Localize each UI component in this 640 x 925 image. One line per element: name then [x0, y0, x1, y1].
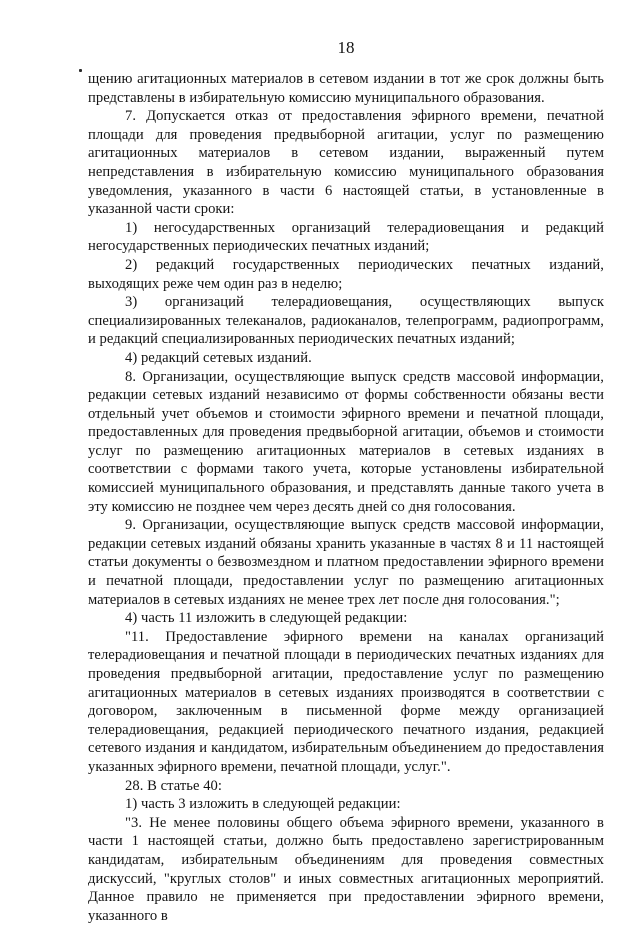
paragraph: 28. В статье 40: [125, 777, 223, 794]
paragraph: 9. Организации, осуществляющие выпуск средств массовой информации, редакции сетевых изданий обязаны хранить указанные в частях 8 и 11 настоящей статьи документы о безвозмездном и платном предоставлении эфирного времени и печатной площади, предоставлении услуг по размещению агитационных материалов в сетевых изданиях не менее трех лет после дня голосования."; [88, 517, 604, 608]
paragraph: 4) часть 11 изложить в следующей редакции: [125, 610, 408, 627]
document-body [88, 70, 604, 925]
paragraph: щению агитационных материалов в сетевом издании в тот же срок должны быть представлены в избирательную комиссию муниципального образования. [88, 71, 604, 106]
list-item: 1) негосударственных организаций телерадиовещания и редакций негосударственных периодических печатных изданий; [88, 219, 604, 255]
paragraph: "3. Не менее половины общего объема эфирного времени, указанного в части 1 настоящей статьи, должно быть предоставлено зарегистрированным кандидатам, избирательным объединениям для проведения совместных дискуссий, "круглых столов" и иных совместных агитационных мероприятий. Данное правило не применяется при предоставлении эфирного времени, указанного в [88, 814, 604, 924]
list-item: 3) организаций телерадиовещания, осуществляющих выпуск специализированных телеканалов, радиоканалов, телепрограмм, радиопрограмм, и редакций специализированных периодических печатных изданий; [88, 294, 604, 348]
paragraph: 8. Организации, осуществляющие выпуск средств массовой информации, редакции сетевых изданий независимо от формы собственности обязаны вести отдельный учет объемов и стоимости эфирного времени и печатной площади, предоставленных для проведения предвыборной агитации, объемов и стоимости услуг по размещению агитационных материалов в сетевых изданиях в соответствии с формами такого учета, которые установлены избирательной комиссией муниципального образования, и представлять данные такого учета в эту комиссию не позднее чем через десять дней со дня голосования. [88, 368, 604, 515]
paragraph: 7. Допускается отказ от предоставления эфирного времени, печатной площади для проведения предвыборной агитации, услуг по размещению агитационных материалов в сетевом издании, выраженный путем непредставления в избирательную комиссию муниципального образования уведомления, указанного в части 6 настоящей статьи, в установленные в указанной части сроки: [88, 108, 604, 218]
paragraph: 1) часть 3 изложить в следующей редакции: [125, 796, 401, 813]
paragraph: "11. Предоставление эфирного времени на каналах организаций телерадиовещания и печатной площади в периодических печатных изданиях для проведения предвыборной агитации, предоставление услуг по размещению агитационных материалов в сетевых изданиях производятся в соответствии с договором, заключенным в письменной форме между организацией телерадиовещания, редакцией периодического печатного издания, редакцией сетевого издания и кандидатом, избирательным объединением до предоставления указанных эфирного времени, печатной площади, услуг.". [88, 628, 604, 775]
margin-mark [79, 69, 82, 72]
list-item: 2) редакций государственных периодических печатных изданий, выходящих реже чем один раз в неделю; [88, 256, 604, 292]
list-item: 4) редакций сетевых изданий. [125, 349, 312, 366]
page-number: 18 [337, 38, 355, 57]
